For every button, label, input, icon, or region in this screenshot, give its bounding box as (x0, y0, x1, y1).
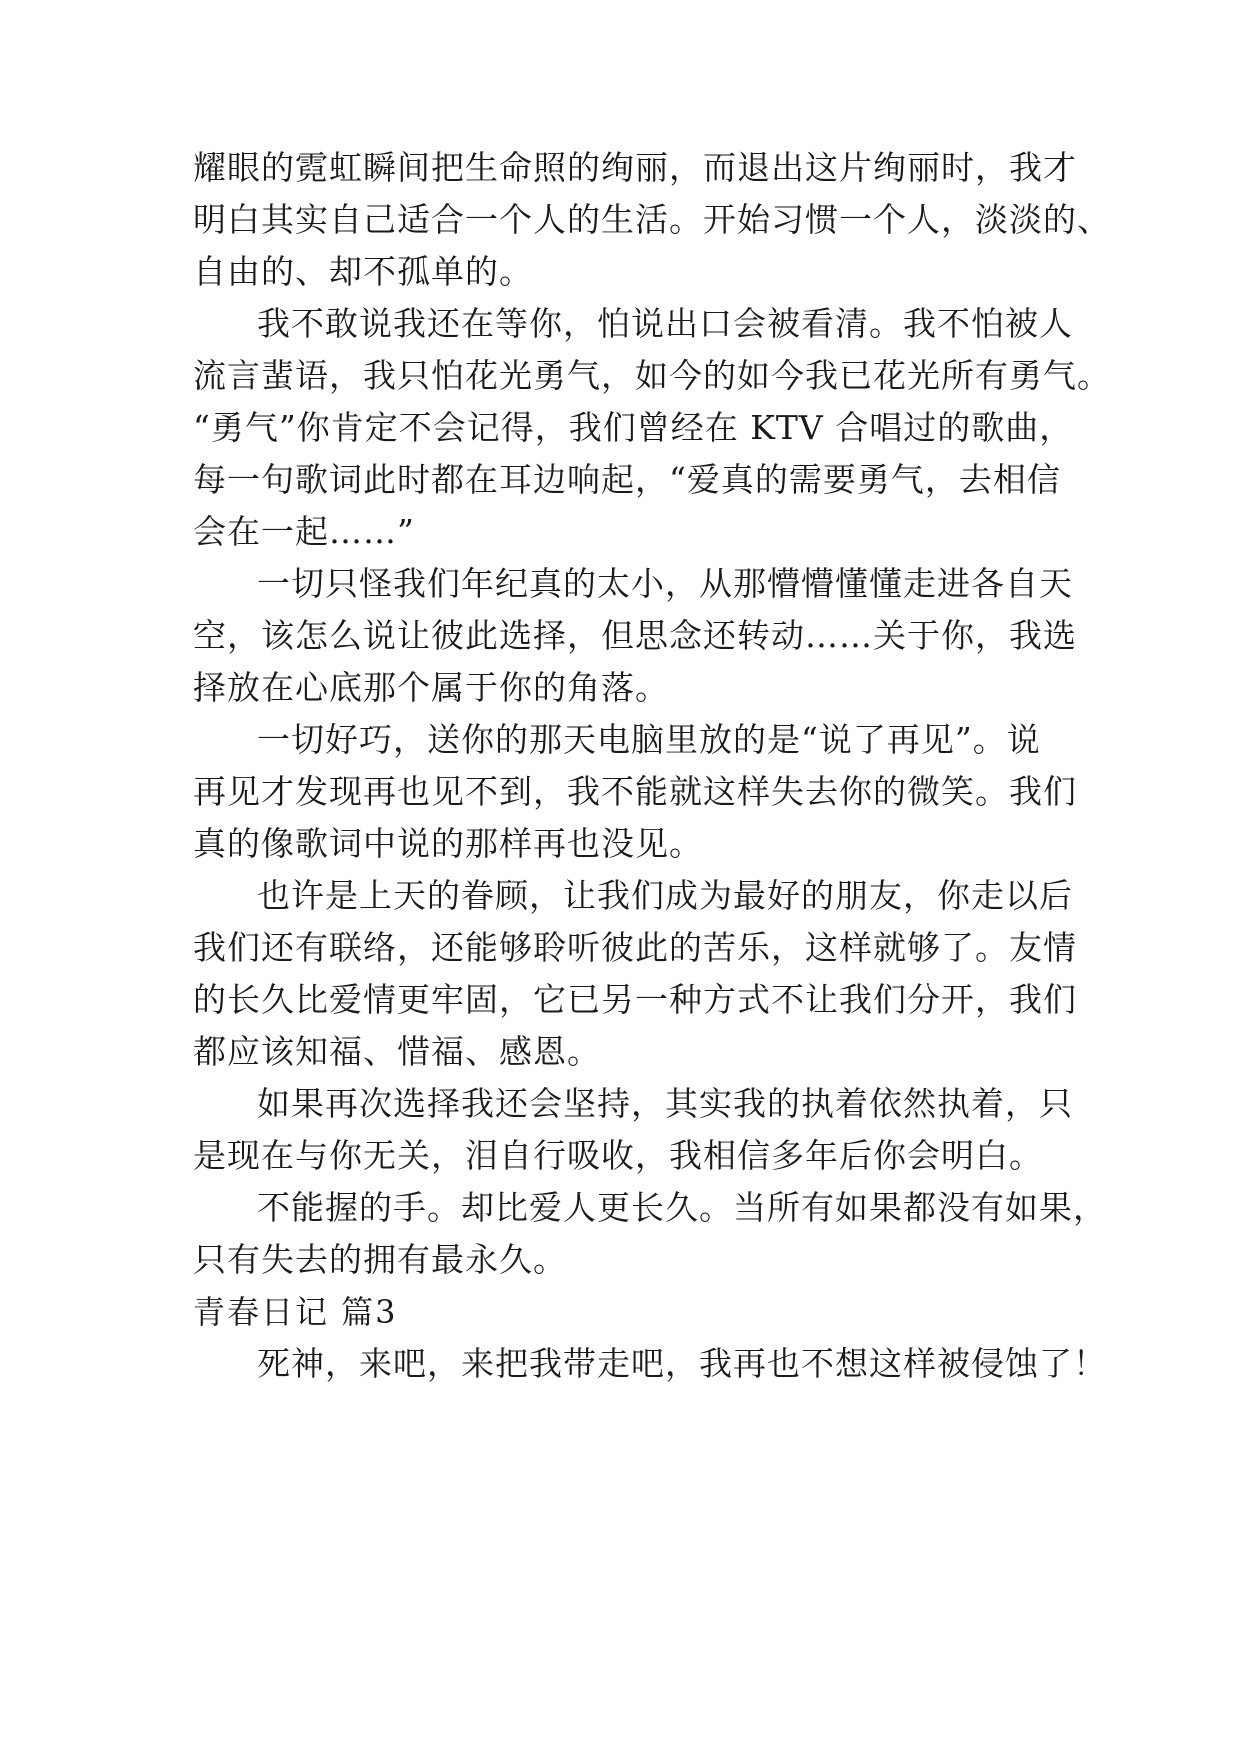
paragraph-line: 每一句歌词此时都在耳边响起，“爱真的需要勇气，去相信 (193, 460, 1061, 499)
paragraph-line: 真的像歌词中说的那样再也没见。 (193, 824, 703, 863)
paragraph-line: 择放在心底那个属于你的角落。 (193, 668, 669, 707)
paragraph-line: 我不敢说我还在等你，怕说出口会被看清。我不怕被人 (257, 304, 1073, 343)
paragraph-line: 明白其实自己适合一个人的生活。开始习惯一个人，淡淡的、 (193, 200, 1111, 239)
paragraph-line: “勇气”你肯定不会记得，我们曾经在 KTV 合唱过的歌曲， (193, 408, 1074, 447)
paragraph-line: 会在一起……” (193, 512, 415, 551)
paragraph-line: 一切只怪我们年纪真的太小，从那懵懵懂懂走进各自天 (257, 564, 1073, 603)
paragraph-line: 都应该知福、惜福、感恩。 (193, 1032, 601, 1071)
section-heading: 青春日记 篇3 (193, 1293, 398, 1331)
paragraph-line: 我们还有联络，还能够聆听彼此的苦乐，这样就够了。友情 (193, 928, 1077, 967)
paragraph-line: 不能握的手。却比爱人更长久。当所有如果都没有如果， (257, 1188, 1107, 1227)
paragraph-line: 自由的、却不孤单的。 (193, 252, 533, 291)
paragraph-line: 只有失去的拥有最永久。 (193, 1240, 567, 1279)
paragraph-line: 再见才发现再也见不到，我不能就这样失去你的微笑。我们 (193, 772, 1077, 811)
paragraph-line: 如果再次选择我还会坚持，其实我的执着依然执着，只 (257, 1084, 1073, 1123)
paragraph-line: 的长久比爱情更牢固，它已另一种方式不让我们分开，我们 (193, 980, 1077, 1019)
paragraph-line: 也许是上天的眷顾，让我们成为最好的朋友，你走以后 (257, 876, 1073, 915)
paragraph-line: 流言蜚语，我只怕花光勇气，如今的如今我已花光所有勇气。 (193, 356, 1111, 395)
paragraph-line: 死神，来吧，来把我带走吧，我再也不想这样被侵蚀了！ (257, 1344, 1107, 1383)
paragraph-line: 空，该怎么说让彼此选择，但思念还转动……关于你，我选 (193, 616, 1077, 655)
paragraph-line: 耀眼的霓虹瞬间把生命照的绚丽，而退出这片绚丽时，我才 (193, 148, 1077, 187)
paragraph-line: 是现在与你无关，泪自行吸收，我相信多年后你会明白。 (193, 1136, 1043, 1175)
paragraph-line: 一切好巧，送你的那天电脑里放的是“说了再见”。说 (257, 720, 1041, 759)
